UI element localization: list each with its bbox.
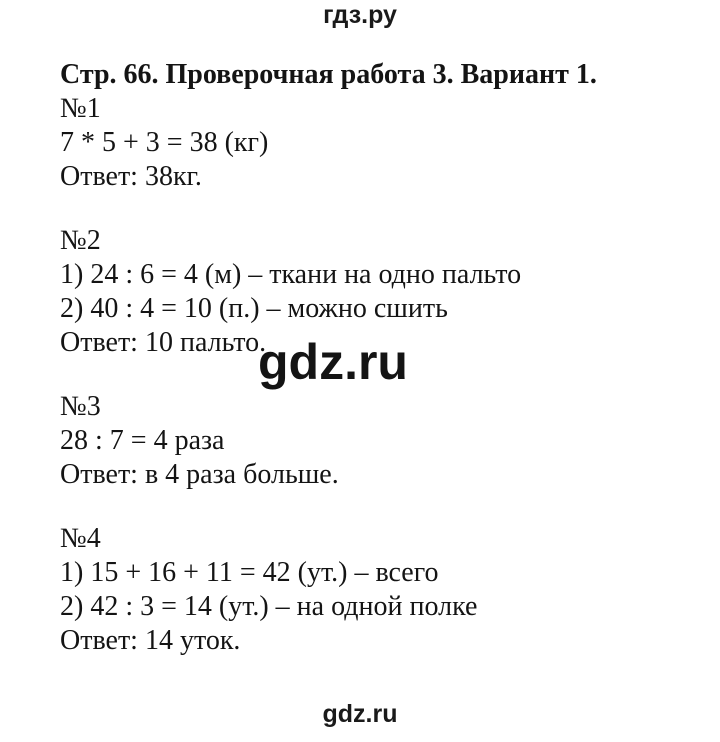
answer-line: Ответ: в 4 раза больше. (60, 459, 339, 490)
task-1 (60, 92, 700, 194)
answer-line: Ответ: 14 уток. (60, 625, 241, 656)
solution-line: 1) 24 : 6 = 4 (м) – ткани на одно пальто (60, 259, 522, 290)
task-number: №3 (60, 391, 101, 422)
task-number: №1 (60, 93, 101, 124)
task-number: №4 (60, 523, 101, 554)
solution-line: 1) 15 + 16 + 11 = 42 (ут.) – всего (60, 557, 439, 588)
task-number: №2 (60, 225, 101, 256)
watermark-top: гдз.ру (323, 1, 397, 29)
task-3 (60, 390, 700, 492)
answer-line: Ответ: 38кг. (60, 161, 202, 192)
task-4 (60, 522, 700, 658)
answer-line: Ответ: 10 пальто. (60, 327, 267, 358)
watermark-bottom: gdz.ru (322, 700, 398, 728)
solution-line: 7 * 5 + 3 = 38 (кг) (60, 127, 269, 158)
solution-line: 28 : 7 = 4 раза (60, 425, 225, 456)
watermark-middle: gdz.ru (258, 334, 408, 390)
solution-line: 2) 42 : 3 = 14 (ут.) – на одной полке (60, 591, 478, 622)
page-title: Стр. 66. Проверочная работа 3. Вариант 1. (60, 59, 597, 90)
solution-line: 2) 40 : 4 = 10 (п.) – можно сшить (60, 293, 448, 324)
